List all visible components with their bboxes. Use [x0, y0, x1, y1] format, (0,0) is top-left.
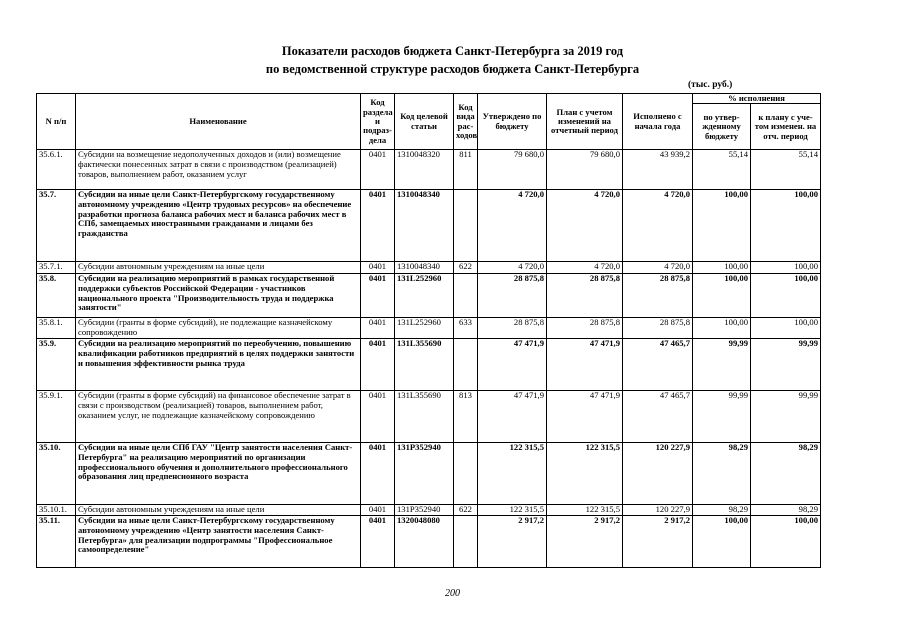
table-body — [37, 150, 821, 568]
table-row — [37, 274, 821, 318]
header-percent-plan: к плану с уче-том изменен. на отч. период — [751, 104, 821, 150]
row-name: Субсидии автономным учреждениям на иные цели — [76, 505, 361, 516]
row-expense-kind — [454, 443, 478, 505]
row-target-code: 1320048080 — [395, 516, 454, 568]
row-percent-approved: 98,29 — [693, 443, 751, 505]
row-percent-approved: 98,29 — [693, 505, 751, 516]
table-row — [37, 150, 821, 190]
row-number: 35.9.1. — [37, 391, 76, 443]
table-row — [37, 391, 821, 443]
row-section-code: 0401 — [361, 318, 395, 339]
row-name: Субсидии на реализацию мероприятий по переобучению, повышению квалификации работников предприятий в целях поддержки занятости и повышения эффективности рынка труда — [76, 339, 361, 391]
row-approved: 47 471,9 — [478, 339, 547, 391]
row-plan: 4 720,0 — [547, 190, 623, 262]
row-executed: 4 720,0 — [623, 262, 693, 274]
row-target-code: 131L355690 — [395, 339, 454, 391]
row-plan: 28 875,8 — [547, 318, 623, 339]
row-target-code: 1310048320 — [395, 150, 454, 190]
row-percent-plan: 100,00 — [751, 274, 821, 318]
table-row — [37, 516, 821, 568]
row-number: 35.11. — [37, 516, 76, 568]
row-plan: 2 917,2 — [547, 516, 623, 568]
row-name: Субсидии на реализацию мероприятий в рамках государственной поддержки субъектов Российской Федерации - участников национального проекта "Производительность труда и поддержка занятости" — [76, 274, 361, 318]
row-expense-kind: 813 — [454, 391, 478, 443]
row-target-code: 131L355690 — [395, 391, 454, 443]
header-approved: Утверждено по бюджету — [478, 94, 547, 150]
row-expense-kind: 811 — [454, 150, 478, 190]
row-target-code: 1310048340 — [395, 262, 454, 274]
row-percent-plan: 100,00 — [751, 318, 821, 339]
header-num: N п/п — [37, 94, 76, 150]
row-approved: 28 875,8 — [478, 318, 547, 339]
units-label: (тыс. руб.) — [688, 80, 733, 90]
row-approved: 4 720,0 — [478, 262, 547, 274]
row-section-code: 0401 — [361, 505, 395, 516]
row-percent-plan: 98,29 — [751, 443, 821, 505]
document-title: Показатели расходов бюджета Санкт-Петербурга за 2019 год — [281, 44, 624, 58]
row-approved: 122 315,5 — [478, 443, 547, 505]
row-percent-approved: 100,00 — [693, 262, 751, 274]
row-number: 35.10.1. — [37, 505, 76, 516]
row-expense-kind — [454, 274, 478, 318]
row-section-code: 0401 — [361, 274, 395, 318]
header-expense-kind: Код вида рас-ходов — [454, 94, 478, 150]
row-expense-kind: 622 — [454, 262, 478, 274]
table-row — [37, 339, 821, 391]
row-plan: 47 471,9 — [547, 391, 623, 443]
row-plan: 47 471,9 — [547, 339, 623, 391]
row-executed: 47 465,7 — [623, 339, 693, 391]
row-number: 35.6.1. — [37, 150, 76, 190]
row-approved: 4 720,0 — [478, 190, 547, 262]
row-section-code: 0401 — [361, 339, 395, 391]
row-section-code: 0401 — [361, 262, 395, 274]
row-target-code: 131L252960 — [395, 318, 454, 339]
row-percent-plan: 100,00 — [751, 516, 821, 568]
table-row — [37, 505, 821, 516]
row-expense-kind: 622 — [454, 505, 478, 516]
header-percent-approved: по утвер-жденному бюджету — [693, 104, 751, 150]
row-name: Субсидии на иные цели Санкт-Петербургскому государственному автономному учреждению «Центр занятости населения Санкт-Петербурга» для реализации подпрограммы "Профессиональное самоопределение" — [76, 516, 361, 568]
row-executed: 43 939,2 — [623, 150, 693, 190]
row-executed: 47 465,7 — [623, 391, 693, 443]
row-percent-plan: 55,14 — [751, 150, 821, 190]
header-section-code: Код раздела и подраз-дела — [361, 94, 395, 150]
row-name: Субсидии на иные цели СПб ГАУ "Центр занятости населения Санкт-Петербурга" на реализацию мероприятий по организации профессионального обучения и дополнительного профессионального образования лиц предпенсионного возраста — [76, 443, 361, 505]
row-section-code: 0401 — [361, 391, 395, 443]
header-percent-group: % исполнения — [693, 94, 821, 104]
row-target-code: 131P352940 — [395, 443, 454, 505]
row-percent-plan: 99,99 — [751, 391, 821, 443]
row-percent-approved: 99,99 — [693, 391, 751, 443]
row-number: 35.8.1. — [37, 318, 76, 339]
row-name: Субсидии (гранты в форме субсидий) на финансовое обеспечение затрат в связи с производством (реализацией) товаров, выполнением работ, оказанием услуг, не подлежащие казначейскому сопровождению — [76, 391, 361, 443]
row-expense-kind — [454, 190, 478, 262]
row-percent-approved: 100,00 — [693, 190, 751, 262]
row-section-code: 0401 — [361, 150, 395, 190]
row-percent-plan: 100,00 — [751, 262, 821, 274]
row-plan: 28 875,8 — [547, 274, 623, 318]
row-name: Субсидии на возмещение недополученных доходов и (или) возмещение фактически понесенных затрат в связи с производством (реализацией) товаров, выполнением работ, оказанием услуг — [76, 150, 361, 190]
row-plan: 79 680,0 — [547, 150, 623, 190]
row-section-code: 0401 — [361, 516, 395, 568]
row-number: 35.9. — [37, 339, 76, 391]
row-approved: 47 471,9 — [478, 391, 547, 443]
row-percent-approved: 99,99 — [693, 339, 751, 391]
header-target-code: Код целевой статьи — [395, 94, 454, 150]
row-expense-kind: 633 — [454, 318, 478, 339]
row-percent-approved: 55,14 — [693, 150, 751, 190]
row-name: Субсидии (гранты в форме субсидий), не подлежащие казначейскому сопровождению — [76, 318, 361, 339]
row-percent-approved: 100,00 — [693, 274, 751, 318]
row-name: Субсидии на иные цели Санкт-Петербургскому государственному автономному учреждению «Центр трудовых ресурсов» на обеспечение разработки прогноза баланса рабочих мест и баланса рабочих мест в СПб, замещаемых иностранными гражданами и лицами без гражданства — [76, 190, 361, 262]
row-percent-plan: 100,00 — [751, 190, 821, 262]
row-executed: 120 227,9 — [623, 505, 693, 516]
row-section-code: 0401 — [361, 190, 395, 262]
row-number: 35.10. — [37, 443, 76, 505]
row-number: 35.7.1. — [37, 262, 76, 274]
row-section-code: 0401 — [361, 443, 395, 505]
row-expense-kind — [454, 516, 478, 568]
row-percent-plan: 99,99 — [751, 339, 821, 391]
row-plan: 122 315,5 — [547, 443, 623, 505]
row-approved: 122 315,5 — [478, 505, 547, 516]
table-row — [37, 318, 821, 339]
row-approved: 79 680,0 — [478, 150, 547, 190]
table-row — [37, 262, 821, 274]
header-name: Наименование — [76, 94, 361, 150]
row-target-code: 131P352940 — [395, 505, 454, 516]
table-row — [37, 443, 821, 505]
table-row — [37, 190, 821, 262]
row-executed: 4 720,0 — [623, 190, 693, 262]
row-name: Субсидии автономным учреждениям на иные цели — [76, 262, 361, 274]
row-percent-approved: 100,00 — [693, 318, 751, 339]
row-executed: 2 917,2 — [623, 516, 693, 568]
row-percent-approved: 100,00 — [693, 516, 751, 568]
row-executed: 28 875,8 — [623, 274, 693, 318]
row-number: 35.8. — [37, 274, 76, 318]
row-executed: 28 875,8 — [623, 318, 693, 339]
document-subtitle: по ведомственной структуре расходов бюджета Санкт-Петербурга — [265, 62, 640, 76]
budget-table — [36, 93, 821, 568]
row-plan: 122 315,5 — [547, 505, 623, 516]
page-number: 200 — [445, 588, 460, 599]
row-executed: 120 227,9 — [623, 443, 693, 505]
header-plan: План с учетом изменений на отчетный период — [547, 94, 623, 150]
row-plan: 4 720,0 — [547, 262, 623, 274]
row-number: 35.7. — [37, 190, 76, 262]
row-percent-plan: 98,29 — [751, 505, 821, 516]
row-target-code: 1310048340 — [395, 190, 454, 262]
row-approved: 2 917,2 — [478, 516, 547, 568]
row-expense-kind — [454, 339, 478, 391]
row-approved: 28 875,8 — [478, 274, 547, 318]
header-executed: Исполнено с начала года — [623, 94, 693, 150]
row-target-code: 131L252960 — [395, 274, 454, 318]
